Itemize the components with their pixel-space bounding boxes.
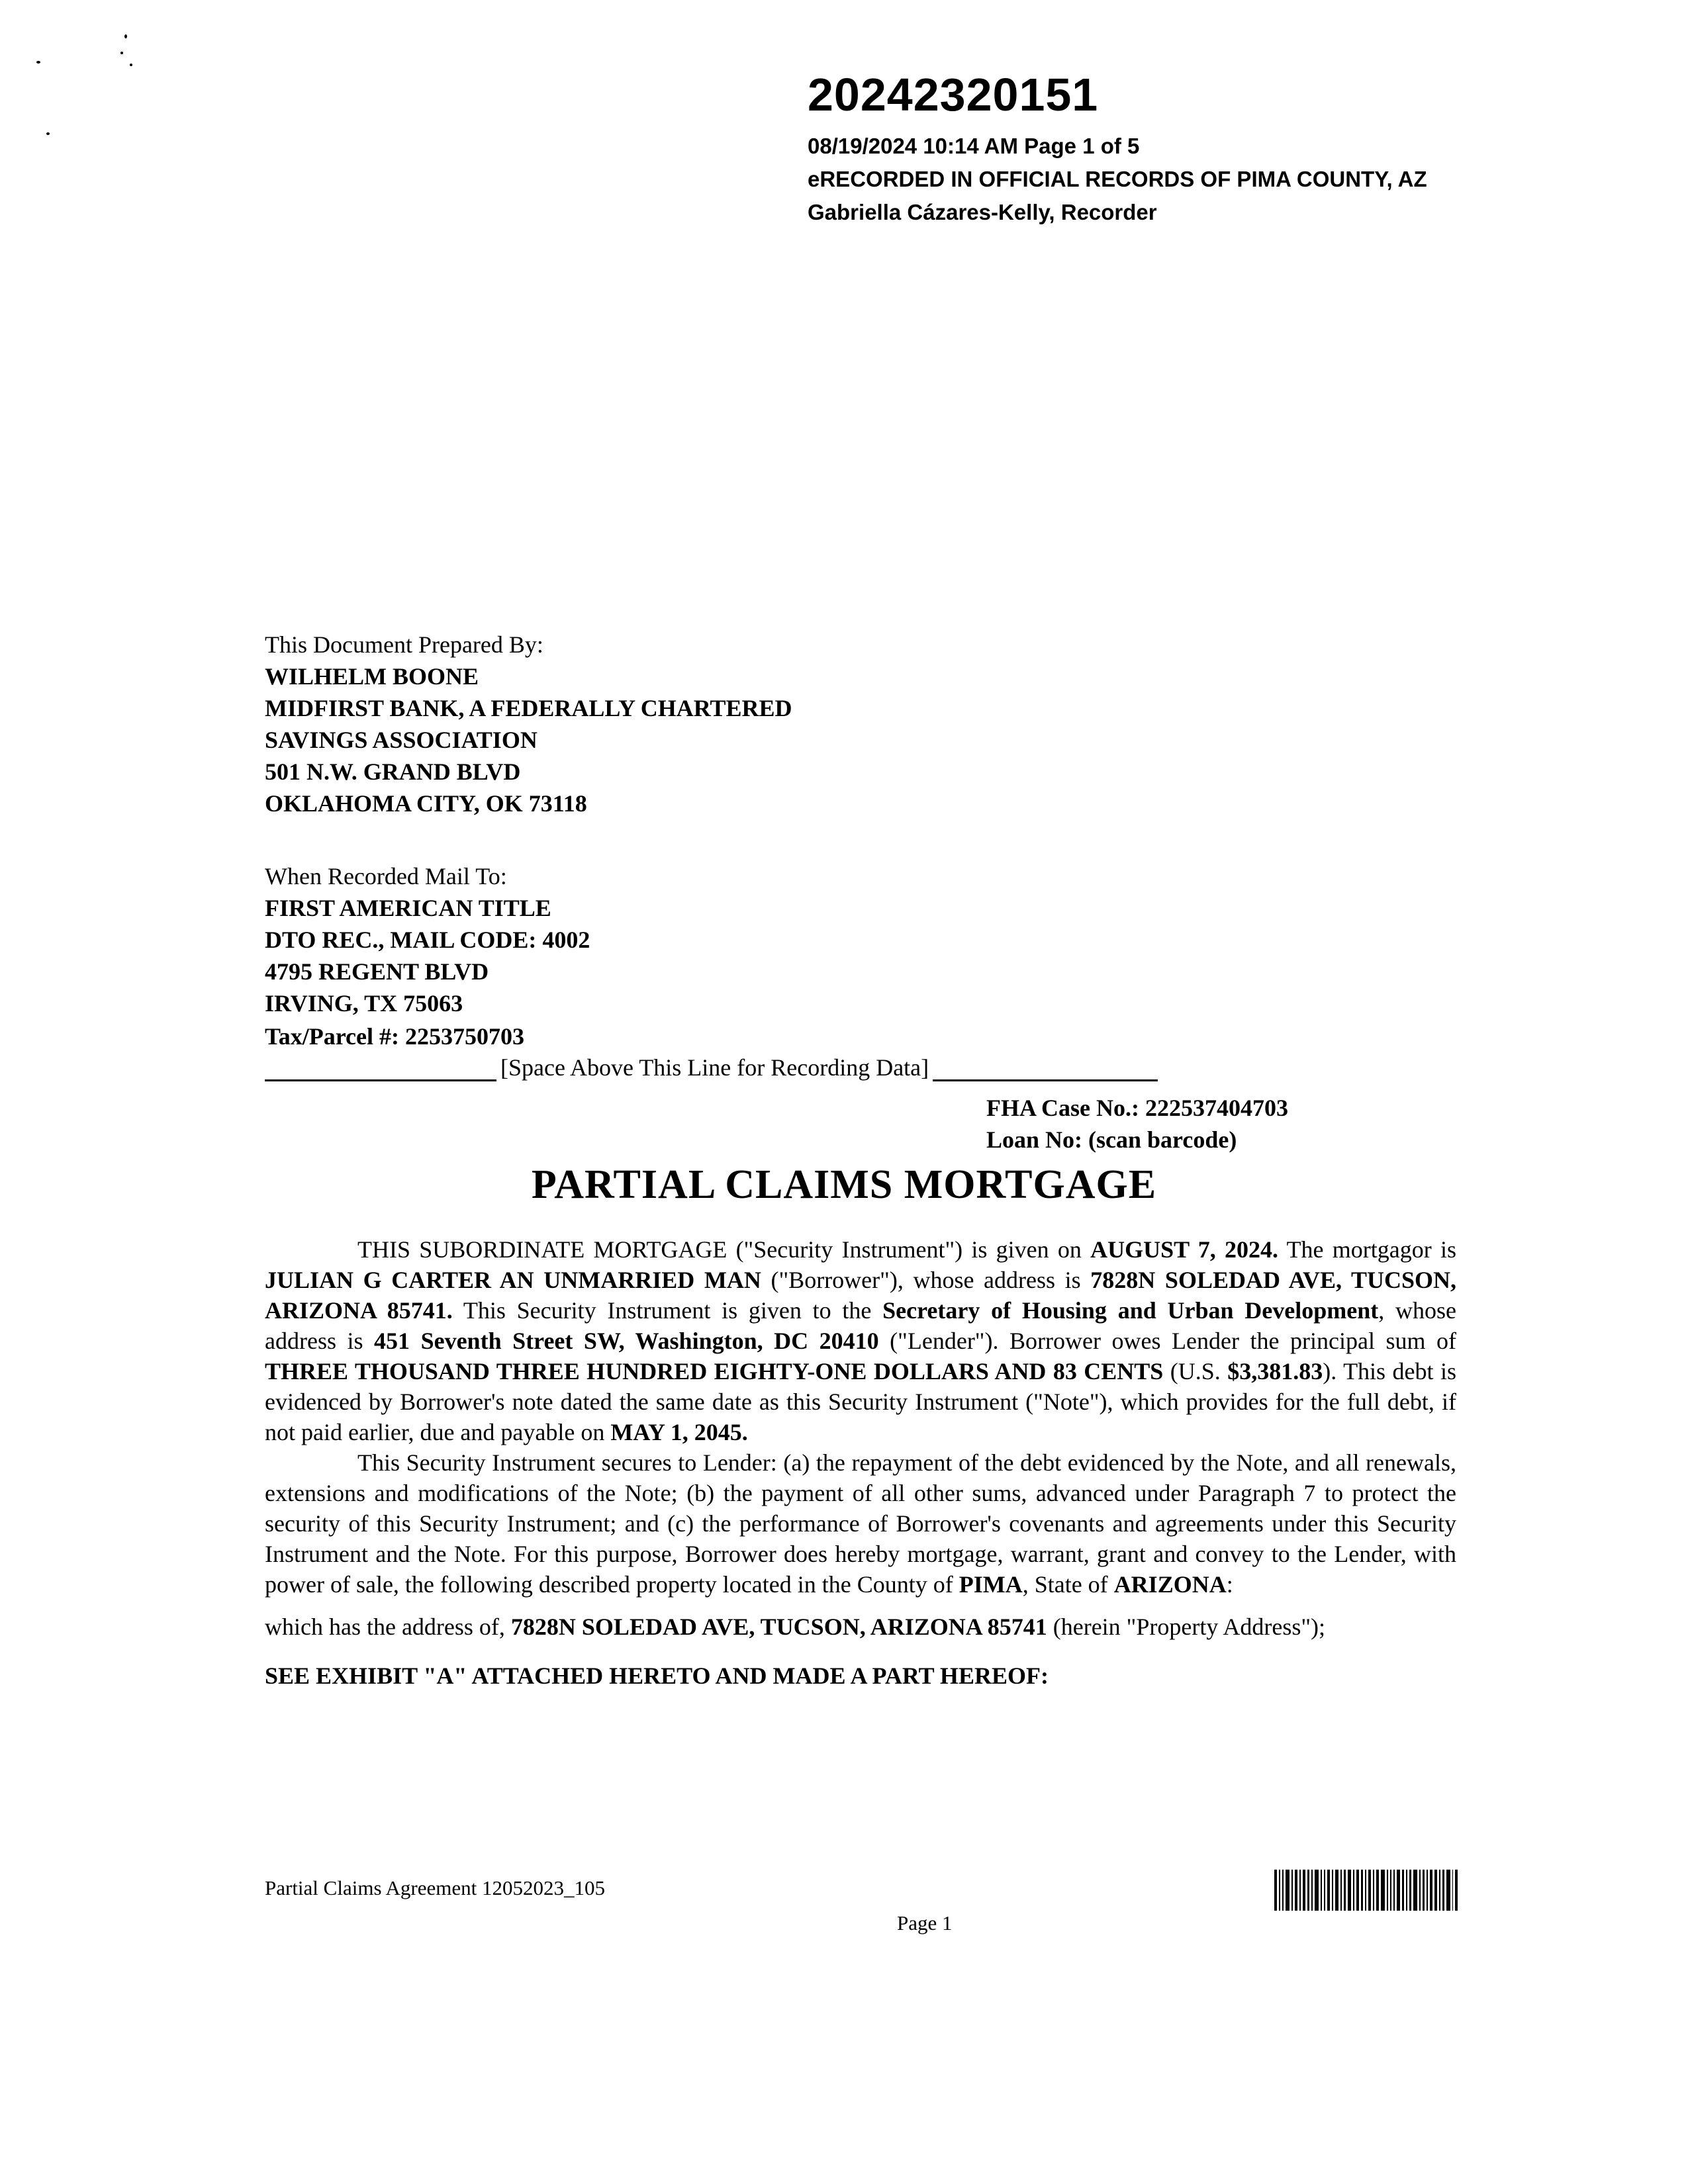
recording-document-number: 20242320151 [808, 69, 1099, 120]
separator-rule [265, 1056, 496, 1081]
recording-space-text: [Space Above This Line for Recording Data] [500, 1054, 929, 1081]
mail-to-line: DTO REC., MAIL CODE: 4002 [265, 927, 590, 953]
principal-amount: $3,381.83 [1227, 1358, 1323, 1385]
recording-stamp [808, 71, 1427, 229]
mail-to-label: When Recorded Mail To: [265, 863, 507, 889]
paragraph-terms [265, 1234, 1456, 1447]
text-run: : [1226, 1571, 1233, 1598]
recorder-name: Gabriella Cázares-Kelly, Recorder [808, 200, 1157, 224]
loan-number: Loan No: (scan barcode) [986, 1126, 1237, 1153]
text-run: ("Lender"). Borrower owes Lender the principal sum of [878, 1328, 1456, 1354]
scan-speck [36, 61, 40, 64]
prepared-by-line: WILHELM BOONE [265, 663, 479, 690]
scan-speck [130, 64, 132, 66]
lender-name: Secretary of Housing and Urban Development [882, 1297, 1379, 1324]
text-run: This Security Instrument secures to Lender: (a) the repayment of the debt evidenced by the Note, and all renewals, extensions and modifications of the Note; (b) the payment of all other sums, advanced under Paragraph 7 to protect the security of this Security Instrument; and (c) the performance of Borrower's covenants and agreements under this Security Instrument and the Note. For this purpose, Borrower does hereby mortgage, warrant, grant and convey to the Lender, with power of sale, the following described property located in the County of [265, 1449, 1456, 1598]
fha-case-number: FHA Case No.: 222537404703 [986, 1095, 1288, 1121]
prepared-by-line: OKLAHOMA CITY, OK 73118 [265, 790, 587, 817]
paragraph-property-address [265, 1612, 1456, 1642]
barcode-image [1274, 1870, 1460, 1911]
recording-datetime: 08/19/2024 10:14 AM Page 1 of 5 [808, 134, 1140, 158]
mail-to-line: FIRST AMERICAN TITLE [265, 895, 551, 921]
county-name: PIMA [959, 1571, 1023, 1598]
document-title: PARTIAL CLAIMS MORTGAGE [531, 1162, 1157, 1207]
lender-address: 451 Seventh Street SW, Washington, DC 20410 [374, 1328, 879, 1354]
borrower-address: 7828N SOLEDAD AVE, TUCSON, ARIZONA 85741. [265, 1267, 1456, 1324]
text-run: , State of [1022, 1571, 1114, 1598]
separator-rule [933, 1056, 1158, 1081]
text-run: , whose address is [265, 1297, 1456, 1354]
mail-to-line: IRVING, TX 75063 [265, 990, 463, 1017]
scan-speck [46, 132, 50, 135]
tax-parcel-number: Tax/Parcel #: 2253750703 [265, 1023, 524, 1050]
paragraph-security [265, 1447, 1456, 1600]
mail-to-line: 4795 REGENT BLVD [265, 958, 489, 985]
recording-office: eRECORDED IN OFFICIAL RECORDS OF PIMA COUNTY, AZ [808, 167, 1427, 191]
mortgagor-name: JULIAN G CARTER AN UNMARRIED MAN [265, 1267, 761, 1293]
form-identifier: Partial Claims Agreement 12052023_105 [265, 1876, 606, 1899]
scan-speck [124, 34, 127, 38]
prepared-by-block [265, 629, 792, 819]
principal-amount-words: THREE THOUSAND THREE HUNDRED EIGHTY-ONE DOLLARS AND 83 CENTS [265, 1358, 1164, 1385]
exhibit-reference: SEE EXHIBIT "A" ATTACHED HERETO AND MADE A PART HEREOF: [265, 1662, 1049, 1689]
text-run: This Security Instrument is given to the [452, 1297, 883, 1324]
text-run: THIS SUBORDINATE MORTGAGE ("Security Instrument") is given on [357, 1236, 1091, 1263]
text-run: (U.S. [1163, 1358, 1228, 1385]
prepared-by-line: MIDFIRST BANK, A FEDERALLY CHARTERED [265, 695, 792, 721]
state-name: ARIZONA [1113, 1571, 1227, 1598]
text-run: The mortgagor is [1278, 1236, 1456, 1263]
page-number: Page 1 [897, 1911, 953, 1934]
property-address: 7828N SOLEDAD AVE, TUCSON, ARIZONA 85741 [510, 1614, 1047, 1640]
prepared-by-line: SAVINGS ASSOCIATION [265, 727, 538, 753]
text-run: ). This debt is evidenced by Borrower's note dated the same date as this Security Instrument ("Note"), which provides for the full debt, if not paid earlier, due and payable on [265, 1358, 1456, 1445]
mail-to-block [265, 860, 590, 1019]
mortgage-date: AUGUST 7, 2024. [1090, 1236, 1278, 1263]
case-info-block [986, 1092, 1288, 1156]
text-run: which has the address of, [265, 1614, 511, 1640]
prepared-by-label: This Document Prepared By: [265, 631, 543, 658]
recording-space-line [265, 1054, 1158, 1081]
prepared-by-line: 501 N.W. GRAND BLVD [265, 758, 521, 785]
due-date: MAY 1, 2045. [610, 1419, 748, 1445]
mortgage-body [265, 1234, 1456, 1691]
text-run: (herein "Property Address"); [1047, 1614, 1326, 1640]
scan-speck [120, 52, 123, 54]
text-run: ("Borrower"), whose address is [761, 1267, 1091, 1293]
